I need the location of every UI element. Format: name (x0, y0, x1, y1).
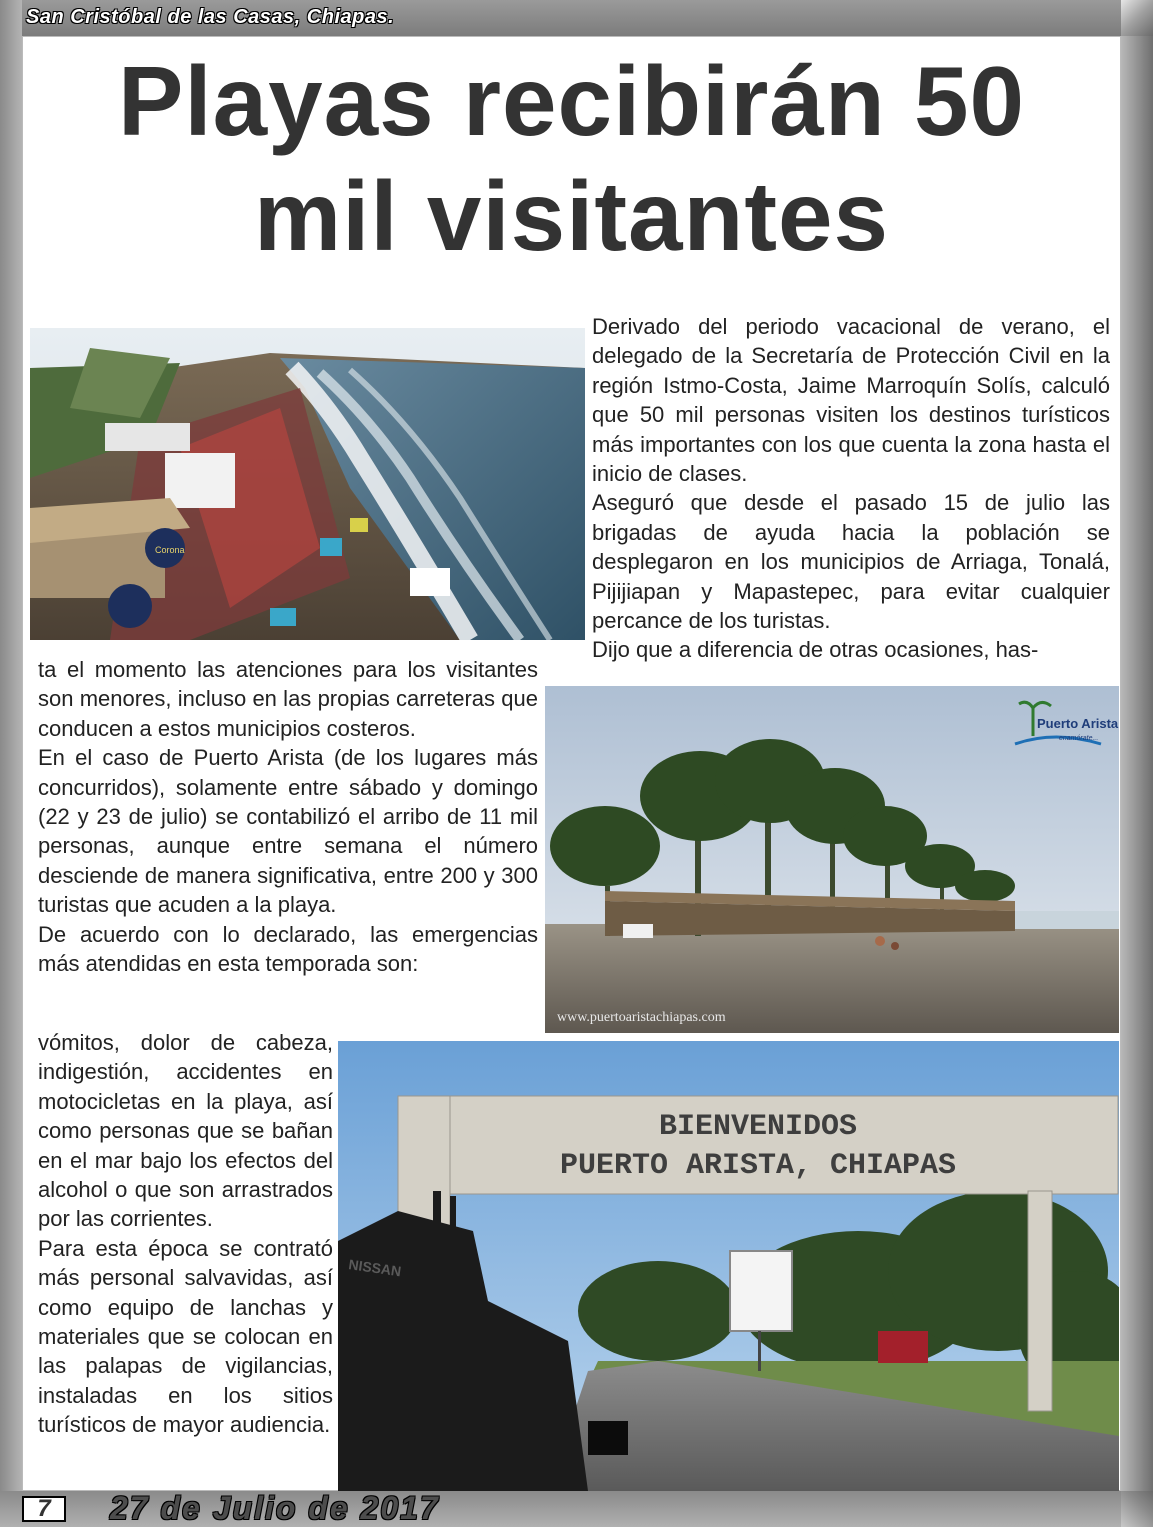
puerto-arista-logo-tagline: enamórate... (1059, 735, 1099, 742)
welcome-arch-illustration (338, 1041, 1119, 1491)
article-column-top (592, 312, 1110, 665)
paragraph-3-start: Dijo que a diferencia de otras ocasiones, has- (592, 637, 1039, 663)
beach-crowd-photo (30, 328, 585, 640)
welcome-arch-photo (338, 1041, 1119, 1491)
paragraph-4: En el caso de Puerto Arista (de los lugares más concurridos), solamente entre sábado y domingo (22 y 23 de julio) se contabilizó el arribo de 11 mil personas, aunque entre semana el número desciende de manera significativa, entre 200 y 300 turistas que acuden a la playa. (38, 745, 538, 918)
paragraph-6: Para esta época se contrató más personal salvavidas, así como equipo de lanchas y materiales que se colocan en las palapas de vigilancias, instaladas en los sitios turísticos de mayor audiencia. (38, 1235, 333, 1438)
page-number-badge: 7 (22, 1496, 66, 1522)
frame-corner-bottom-right (1121, 1491, 1153, 1527)
article-column-bottom (38, 1028, 333, 1440)
palm-beach-illustration (545, 686, 1119, 1033)
page-title (22, 44, 1121, 273)
paragraph-2: Aseguró que desde el pasado 15 de julio las brigadas de ayuda hacia la población se desplegaron en los municipios de Arriaga, Tonalá, Pijijiapan y Mapastepec, para evitar cualquier percance de los turistas. (592, 490, 1110, 634)
puerto-arista-logo-text: Puerto Arista (1037, 716, 1119, 731)
beach-crowd-illustration (30, 328, 585, 640)
paragraph-1: Derivado del periodo vacacional de verano, el delegado de la Secretaría de Protección Civil en la región Istmo-Costa, Jaime Marroquín Solís, calculó que 50 mil personas visiten los destinos turísticos más importantes con los que cuenta la zona hasta el inicio de clases. (592, 314, 1110, 487)
corona-umbrella-text: Corona (155, 545, 185, 555)
title-line-1: Playas recibirán 50 (117, 46, 1026, 156)
truck-brand-text: NISSAN (347, 1256, 403, 1280)
arch-location-text: PUERTO ARISTA, CHIAPAS (559, 1149, 957, 1183)
left-frame-bar (0, 0, 22, 1527)
article-column-middle (38, 655, 538, 978)
paragraph-5-start: De acuerdo con lo declarado, las emergencias más atendidas en esta temporada son: (38, 921, 538, 977)
location-header: San Cristóbal de las Casas, Chiapas. (26, 6, 395, 28)
paragraph-5-end: vómitos, dolor de cabeza, indigestión, accidentes en motocicletas en la playa, así como personas que se bañan en el mar bajo los efectos del alcohol o que son arrastrados por las corrientes. (38, 1030, 333, 1232)
title-line-2: mil visitantes (254, 160, 889, 271)
paragraph-3-end: ta el momento las atenciones para los visitantes son menores, incluso en las propias carreteras que conducen a estos municipios costeros. (38, 657, 538, 741)
puerto-arista-beach-photo (545, 686, 1119, 1033)
publication-date: 27 de Julio de 2017 (110, 1490, 440, 1526)
arch-welcome-text: BIENVENIDOS (658, 1110, 858, 1144)
right-frame-bar (1121, 0, 1153, 1527)
frame-corner-top-right (1121, 0, 1153, 36)
watermark-url: www.puertoaristachiapas.com (557, 1010, 726, 1025)
